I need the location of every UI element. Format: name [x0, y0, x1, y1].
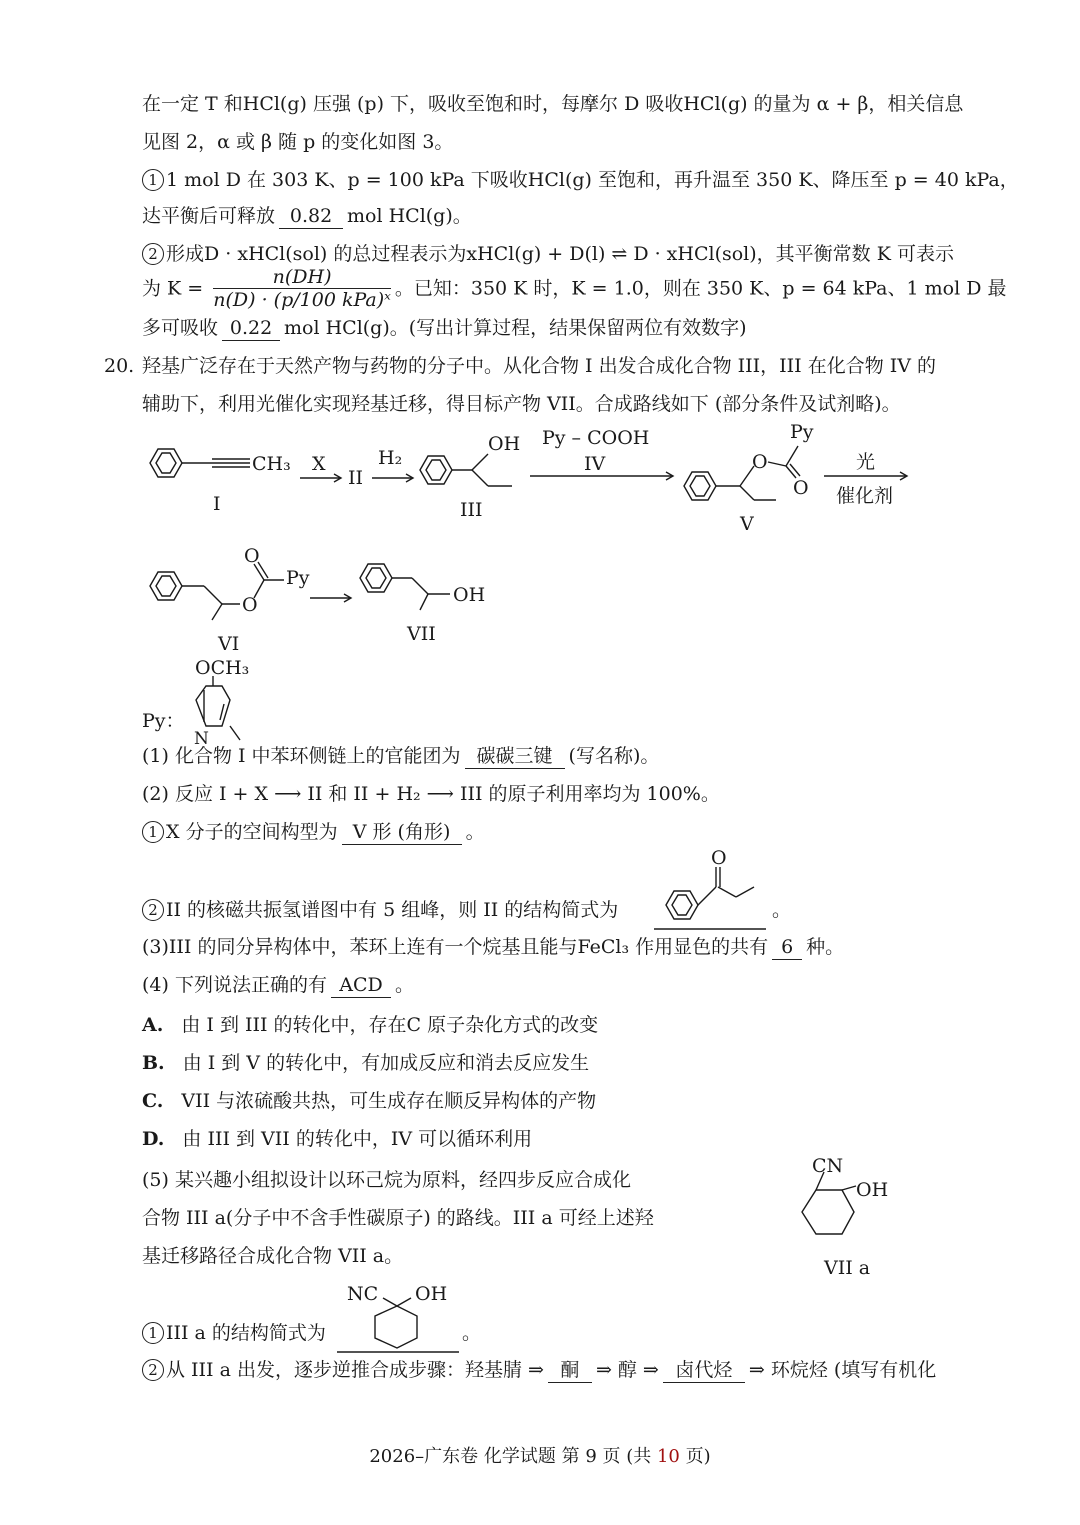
equilibrium-constant — [142, 266, 1007, 311]
question-text: mol HCl(g)。 — [347, 205, 472, 227]
question-text: 种。 — [806, 936, 845, 958]
fraction-denominator: n(D) · (p/100 kPa)ˣ — [213, 289, 391, 311]
label-o: O — [793, 477, 809, 499]
answer-blank: 卤代烃 — [663, 1358, 745, 1383]
part-2-2 — [142, 898, 618, 922]
question-text: 1 mol D 在 303 K、p = 100 kPa 下吸收HCl(g) 至饱和，再升温至 350 K、降压至 p = 40 kPa， — [166, 169, 1019, 191]
part-5-1 — [142, 1321, 326, 1345]
option-a — [142, 1013, 598, 1037]
equilibrium-arrow: ⇌ — [611, 243, 628, 265]
answer-blank: ACD — [331, 973, 391, 998]
subquestion-1-cont — [142, 204, 472, 229]
py-definition-label: Py： — [142, 710, 185, 732]
ketone-structure — [650, 845, 780, 935]
page-footer — [0, 1445, 1080, 1469]
circled-number: 1 — [142, 821, 164, 843]
label-oh: OH — [856, 1179, 889, 1201]
footer-text: 2026–广东卷 化学试题 第 9 页 (共 — [369, 1446, 657, 1467]
label-o: O — [711, 847, 727, 869]
part-2-1 — [142, 820, 485, 845]
question-text: X 分子的空间构型为 — [166, 821, 338, 843]
compound-viia-label: VII a — [824, 1257, 871, 1279]
label-ch3: CH₃ — [252, 453, 291, 475]
circled-number: 2 — [142, 899, 164, 921]
reagent-iv: IV — [584, 453, 606, 475]
question-text: 。已知：350 K 时，K = 1.0，则在 350 K、p = 64 kPa、1 mol D 最 — [394, 277, 1007, 300]
text-line: 见图 2，α 或 β 随 p 的变化如图 3。 — [142, 131, 454, 153]
question-text: 。 — [465, 821, 485, 843]
answer-blank: 碳碳三键 — [465, 744, 565, 769]
subquestion-1 — [142, 168, 1019, 192]
period: 。 — [772, 899, 792, 921]
answer-blank: 0.82 — [279, 204, 343, 229]
circled-number: 2 — [142, 243, 164, 265]
option-letter: C. — [142, 1090, 164, 1112]
label-py: Py — [790, 421, 814, 443]
label-py: Py — [286, 567, 310, 589]
question-text: 为 K = — [142, 277, 204, 300]
option-text: VII 与浓硫酸共热，可生成存在顺反异构体的产物 — [181, 1090, 597, 1112]
option-letter: A. — [142, 1014, 164, 1036]
option-text: 由 I 到 V 的转化中，有加成反应和消去反应发生 — [182, 1052, 590, 1074]
fraction-numerator: n(DH) — [213, 266, 391, 289]
question-text: III a 的结构简式为 — [166, 1322, 326, 1344]
label-oh: OH — [415, 1283, 448, 1305]
option-text: 由 I 到 III 的转化中，存在C 原子杂化方式的改变 — [181, 1014, 599, 1036]
question-text: ⇒ 醇 ⇒ — [595, 1359, 659, 1381]
period: 。 — [462, 1322, 482, 1344]
question-text: D · xHCl(sol)，其平衡常数 K 可表示 — [633, 243, 954, 265]
option-letter: D. — [142, 1128, 165, 1150]
compound-vii: VII — [407, 623, 436, 645]
text-line: 羟基广泛存在于天然产物与药物的分子中。从化合物 I 出发合成化合物 III，III 在化合物 IV 的 — [142, 355, 937, 377]
option-letter: B. — [142, 1052, 165, 1074]
option-text: 由 III 到 VII 的转化中，IV 可以循环利用 — [182, 1128, 533, 1150]
compound-vi: VI — [218, 633, 240, 655]
text-line: 辅助下，利用光催化实现羟基迁移，得目标产物 VII。合成路线如下 (部分条件及试剂略)。 — [142, 393, 901, 415]
k-fraction — [213, 266, 391, 311]
subquestion-2 — [142, 242, 954, 266]
option-c — [142, 1089, 596, 1113]
part-2: (2) 反应 I + X ⟶ II 和 II + H₂ ⟶ III 的原子利用率均为 100%。 — [142, 783, 720, 805]
compound-viia-structure — [790, 1150, 910, 1280]
pyridine-ring — [196, 686, 230, 726]
condition-light: 光 — [856, 451, 876, 473]
question-text: II 的核磁共振氢谱图中有 5 组峰，则 II 的结构简式为 — [166, 899, 619, 921]
question-text: 。 — [394, 974, 414, 996]
compound-v: V — [740, 513, 754, 535]
reagent-h2: H₂ — [378, 447, 403, 469]
part-1 — [142, 744, 659, 769]
answer-blank: 酮 — [548, 1358, 592, 1383]
text-line: 合物 III a(分子中不含手性碳原子) 的路线。III a 可经上述羟 — [142, 1207, 654, 1229]
question-text: (写名称)。 — [568, 745, 660, 767]
circled-number: 1 — [142, 169, 164, 191]
label-n: N — [194, 729, 209, 749]
label-och3: OCH₃ — [195, 657, 250, 679]
option-d — [142, 1127, 532, 1151]
reagent-py-cooh: Py – COOH — [542, 427, 650, 449]
question-text: mol HCl(g)。(写出计算过程，结果保留两位有效数字) — [284, 317, 747, 339]
answer-blank: 6 — [772, 935, 802, 960]
footer-text: 页) — [679, 1446, 711, 1467]
footer-total-pages: 10 — [656, 1446, 680, 1467]
synthesis-scheme — [0, 420, 1080, 750]
question-text: 多可吸收 — [142, 317, 219, 339]
label-oh: OH — [488, 433, 521, 455]
question-text: 形成D · xHCl(sol) 的总过程表示为xHCl(g) + D(l) — [166, 243, 606, 265]
text-line: (5) 某兴趣小组拟设计以环己烷为原料，经四步反应合成化 — [142, 1169, 631, 1191]
question-number: 20. — [104, 355, 135, 377]
label-nc: NC — [347, 1283, 379, 1305]
question-text: (4) 下列说法正确的有 — [142, 974, 327, 996]
question-text: 从 III a 出发，逐步逆推合成步骤：羟基腈 ⇒ — [166, 1359, 544, 1381]
text-line: 基迁移路径合成化合物 VII a。 — [142, 1245, 404, 1267]
question-text: ⇒ 环烷烃 (填写有机化 — [748, 1359, 937, 1381]
label-o: O — [244, 545, 260, 567]
label-cn: CN — [812, 1155, 844, 1177]
option-b — [142, 1051, 589, 1075]
text-line: 在一定 T 和HCl(g) 压强 (p) 下，吸收至饱和时，每摩尔 D 吸收HCl(g) 的量为 α + β，相关信息 — [142, 93, 964, 115]
compound-iiia-structure — [335, 1280, 465, 1355]
question-text: 达平衡后可释放 — [142, 205, 276, 227]
question-text: (3)III 的同分异构体中，苯环上连有一个烷基且能与FeCl₃ 作用显色的共有 — [142, 936, 769, 958]
label-oh: OH — [453, 584, 486, 606]
compound-ii: II — [348, 467, 364, 489]
answer-blank: V 形 (角形) — [342, 820, 462, 845]
question-text: (1) 化合物 I 中苯环侧链上的官能团为 — [142, 745, 461, 767]
reagent-x: X — [312, 453, 326, 475]
subquestion-2-cont — [142, 316, 747, 341]
compound-iii: III — [460, 499, 483, 521]
compound-i: I — [213, 493, 221, 515]
part-4 — [142, 973, 414, 998]
condition-catalyst: 催化剂 — [836, 485, 894, 507]
part-5-2 — [142, 1358, 936, 1383]
circled-number: 1 — [142, 1322, 164, 1344]
part-3 — [142, 935, 844, 960]
answer-blank: 0.22 — [222, 316, 280, 341]
label-o: O — [752, 451, 768, 473]
circled-number: 2 — [142, 1359, 164, 1381]
label-o: O — [242, 594, 258, 616]
